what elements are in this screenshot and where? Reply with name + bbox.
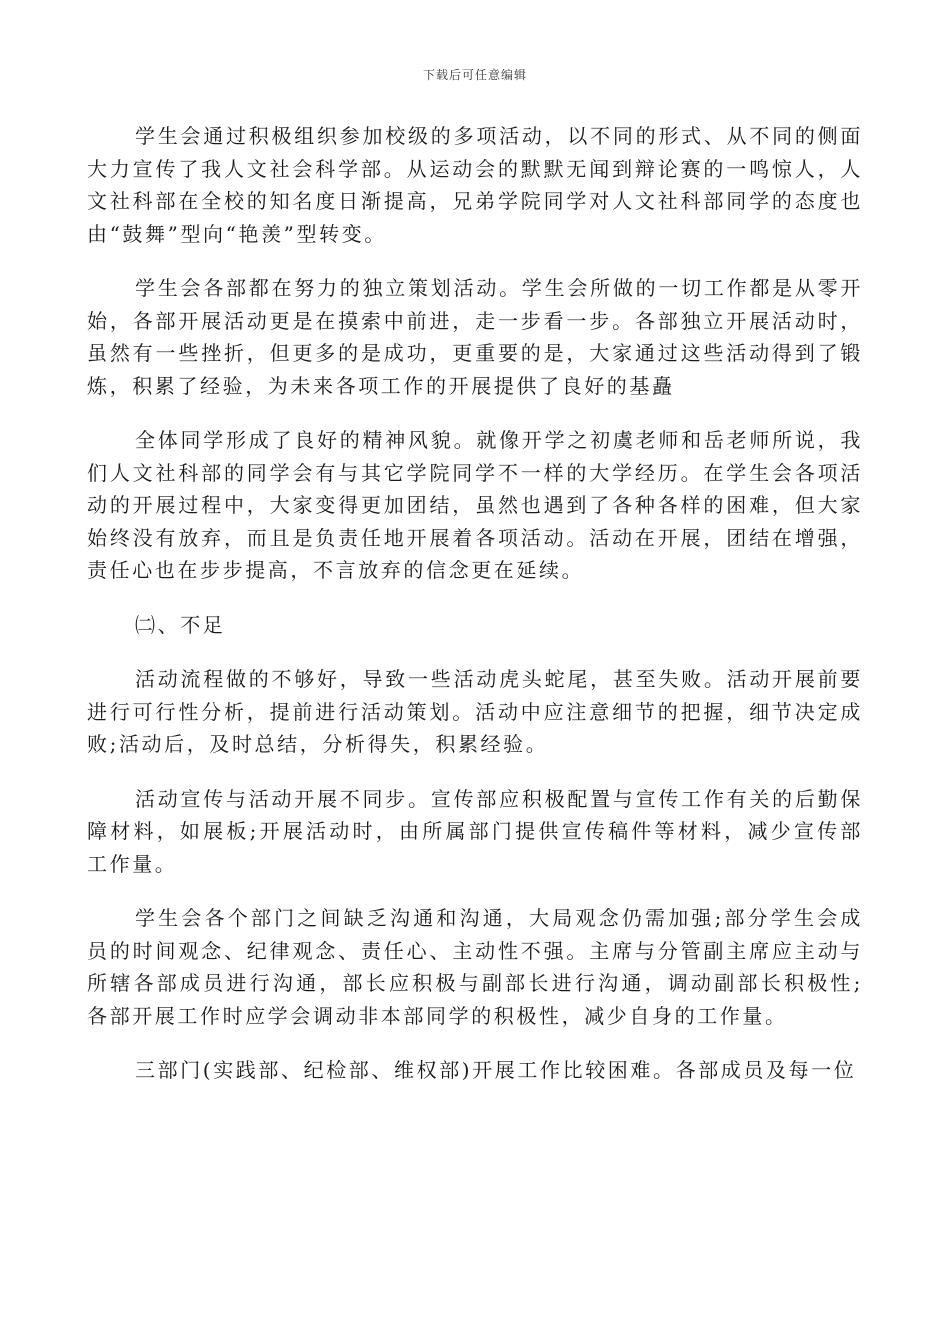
paragraph-communication: 学生会各个部门之间缺乏沟通和沟通，大局观念仍需加强;部分学生会成员的时间观念、纪律观念、责任心、主动性不强。主席与分管副主席应主动与所辖各部成员进行沟通，部长应积极与副部长进行沟通，调动副部长积极性;各部开展工作时应学会调动非本部同学的积极性，减少自身的工作量。 [87,906,863,1028]
paragraph-three-departments: 三部门(实践部、纪检部、维权部)开展工作比较困难。各部成员及每一位 [135,1058,857,1082]
header-note: 下载后可任意编辑 [422,68,527,82]
paragraph-publicity: 学生会通过积极组织参加校级的多项活动，以不同的形式、从不同的侧面大力宣传了我人文社会科学部。从运动会的默默无闻到辩论赛的一鸣惊人，人文社科部在全校的知名度日渐提高，兄弟学院同学对人文社科部同学的态度也由“鼓舞”型向“艳羡”型转变。 [87,124,863,246]
paragraph-activity-process: 活动流程做的不够好，导致一些活动虎头蛇尾，甚至失败。活动开展前要进行可行性分析，提前进行活动策划。活动中应注意细节的把握，细节决定成败;活动后，及时总结，分析得失，积累经验。 [87,667,863,756]
paragraph-publicity-sync: 活动宣传与活动开展不同步。宣传部应积极配置与宣传工作有关的后勤保障材料，如展板;开展活动时，由所属部门提供宣传稿件等材料，减少宣传部工作量。 [87,786,863,876]
paragraph-independent-planning: 学生会各部都在努力的独立策划活动。学生会所做的一切工作都是从零开始，各部开展活动更是在摸索中前进，走一步看一步。各部独立开展活动时，虽然有一些挫折，但更多的是成功，更重要的是，大家通过这些活动得到了锻炼，积累了经验，为未来各项工作的开展提供了良好的基矗 [87,276,863,398]
section-heading-shortcomings: ㈡、不足 [135,612,226,637]
document-body [87,120,863,1109]
paragraph-spirit: 全体同学形成了良好的精神风貌。就像开学之初虞老师和岳老师所说，我们人文社科部的同学会有与其它学院同学不一样的大学经历。在学生会各项活动的开展过程中，大家变得更加团结，虽然也遇到了各种各样的困难，但大家始终没有放弃，而且是负责任地开展着各项活动。活动在开展，团结在增强，责任心也在步步提高，不言放弃的信念更在延续。 [87,428,863,582]
